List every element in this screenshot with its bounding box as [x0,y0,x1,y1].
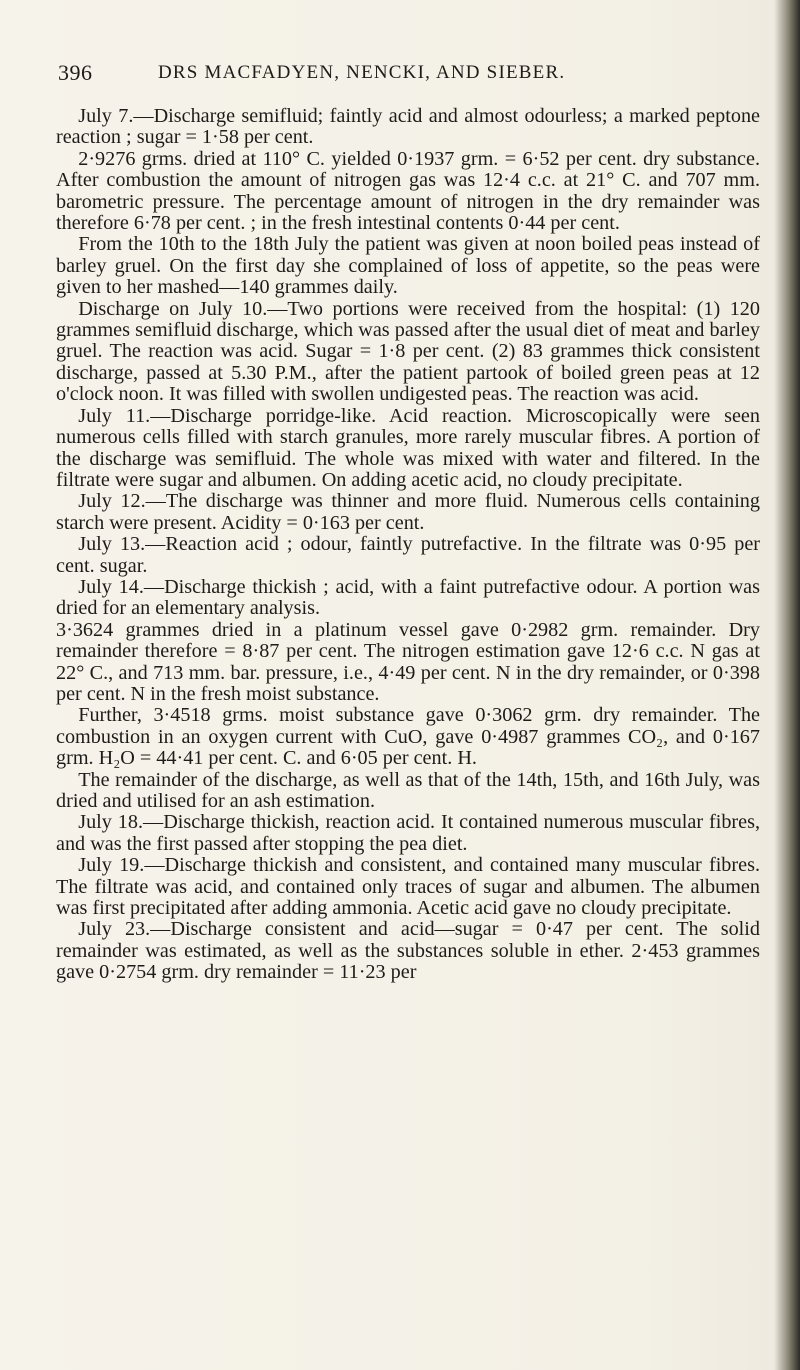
paragraph-nitrogen-estimate: 2·9276 grms. dried at 110° C. yielded 0·1937 grm. = 6·52 per cent. dry substance. After combustion the amount of nitrogen gas was 12·4 c.c. at 21° C. and 707 mm. barometric pressure. The percentage amount of nitrogen in the dry remainder was therefore 6·78 per cent. ; in the fresh intestinal contents 0·44 per cent. [56,147,760,235]
page-number: 396 [58,60,93,85]
binding-shadow [774,0,800,1370]
paragraph-july-11: July 11.—Discharge porridge-like. Acid reaction. Microscopically were seen numerous cells filled with starch granules, more rarely muscular fibres. A portion of the discharge was semifluid. The whole was mixed with water and filtered. In the filtrate were sugar and albumen. On adding acetic acid, no cloudy precipitate. [56,404,760,491]
paragraph-july-14: July 14.—Discharge thickish ; acid, with a faint putrefactive odour. A portion was dried for an elementary analysis. [56,575,760,620]
paragraph-july-12: July 12.—The discharge was thinner and more fluid. Numerous cells containing starch were present. Acidity = 0·163 per cent. [56,490,760,534]
paragraph-pea-diet: From the 10th to the 18th July the patient was given at noon boiled peas instead of barley gruel. On the first day she complained of loss of appetite, so the peas were given to her mashed—140 grammes daily. [56,233,760,299]
body-text [56,106,760,984]
paragraph-combustion: Further, 3·4518 grms. moist substance gave 0·3062 grm. dry remainder. The combustion in an oxygen current with CuO, gave 0·4987 grammes CO₂, and 0·167 grm. H₂O = 44·41 per cent. C. and 6·05 per cent. H. [56,704,760,770]
paragraph-ash-estimation: The remainder of the discharge, as well as that of the 14th, 15th, and 16th July, was dried and utilised for an ash estimation. [56,768,760,812]
paragraph-july-23: July 23.—Discharge consistent and acid—sugar = 0·47 per cent. The solid remainder was estimated, as well as the substances soluble in ether. 2·453 grammes gave 0·2754 grm. dry remainder = 11·23 per [56,918,760,984]
paragraph-july-13: July 13.—Reaction acid ; odour, faintly putrefactive. In the filtrate was 0·95 per cent. sugar. [56,533,760,577]
paragraph-july-10: Discharge on July 10.—Two portions were received from the hospital: (1) 120 grammes semifluid discharge, which was passed after the usual diet of meat and barley gruel. The reaction was acid. Sugar = 1·8 per cent. (2) 83 grammes thick consistent discharge, passed at 5.30 P.M., after the patient partook of boiled green peas at 12 o'clock noon. It was filled with swollen undigested peas. The reaction was acid. [56,297,760,406]
paragraph-july-7: July 7.—Discharge semifluid; faintly acid and almost odourless; a marked peptone reaction ; sugar = 1·58 per cent. [56,105,760,149]
paragraph-july-18: July 18.—Discharge thickish, reaction acid. It contained numerous muscular fibres, and was the first passed after stopping the pea diet. [56,811,760,855]
paragraph-dry-remainder: 3·3624 grammes dried in a platinum vessel gave 0·2982 grm. remainder. Dry remainder therefore = 8·87 per cent. The nitrogen estimation gave 12·6 c.c. N gas at 22° C., and 713 mm. bar. pressure, i.e., 4·49 per cent. N in the dry remainder, or 0·398 per cent. N in the fresh moist substance. [56,618,760,705]
paragraph-july-19: July 19.—Discharge thickish and consistent, and contained many muscular fibres. The filtrate was acid, and contained only traces of sugar and albumen. The albumen was first precipitated after adding ammonia. Acetic acid gave no cloudy precipitate. [56,854,760,920]
running-head: DRS MACFADYEN, NENCKI, AND SIEBER. [158,62,566,83]
page-header [58,60,758,88]
